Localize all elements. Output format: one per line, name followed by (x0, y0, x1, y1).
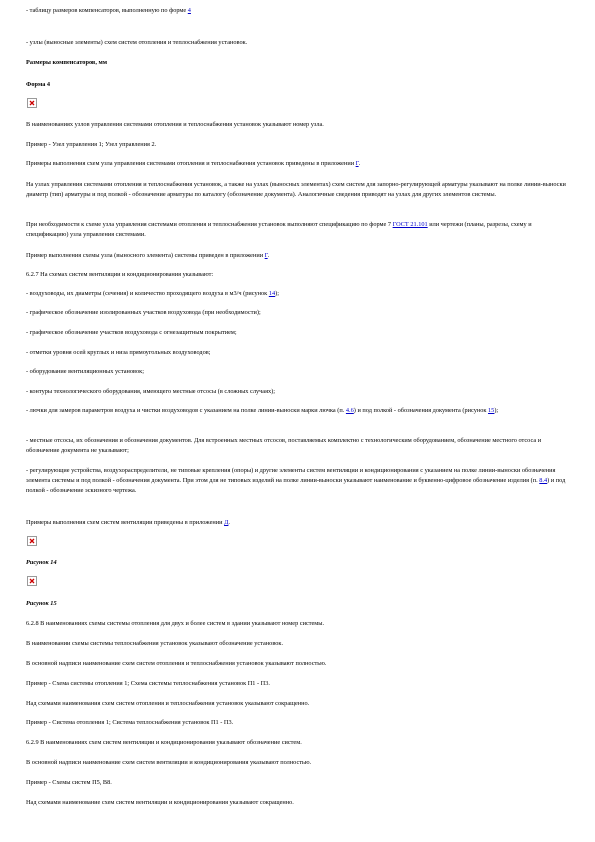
paragraph-examples-appendix: Примеры выполнения схем узла управления системами отопления и теплоснабжения установок приведены в приложении Г. (26, 160, 361, 167)
list-item-regulators: - регулирующие устройства, воздухораспределители, не типовые крепления (опоры) и другие элементы систем вентиляции и кондиционирования с указанием на полке линии-выноски обозначения элемента системы и под полкой - обозначения документа. При этом для не типовых изделий на полке линии-выноски указывают наименование и буквенно-цифровое обозначение изделия (п. 8.4) и под полкой - обозначение эскизного чертежа. (26, 467, 566, 494)
link-appendix-d[interactable]: Д (224, 519, 229, 526)
table-caption: Размеры компенсаторов, мм (26, 59, 108, 66)
section-6-2-7: 6.2.7 На схемах систем вентиляции и кондиционирования указывают: (26, 271, 214, 278)
paragraph-title-block-full: В основной надписи наименование схем систем отопления и теплоснабжения установок указывают полностью. (26, 660, 327, 667)
example-control-node: Пример - Узел управления 1; Узел управления 2. (26, 141, 157, 148)
link-section-4-6[interactable]: 4.6 (345, 407, 354, 414)
figure-14-caption: Рисунок 14 (26, 559, 57, 566)
list-item-levels: - отметки уровня осей круглых и низа прямоугольных воздуховодов; (26, 349, 211, 356)
link-form-4[interactable]: 4 (187, 7, 191, 14)
example-heating-scheme: Пример - Схема системы отопления 1; Схема системы теплоснабжения установок П1 - П3. (26, 680, 270, 687)
paragraph-nodes: - узлы (выносные элементы) схем систем отопления и теплоснабжения установок. (26, 39, 248, 46)
link-figure-15[interactable]: 15 (488, 407, 495, 414)
paragraph-ventilation-full: В основной надписи наименование схем систем вентиляции и кондиционирования указывают полностью. (26, 759, 312, 766)
link-figure-14[interactable]: 14 (268, 290, 276, 297)
link-appendix-g[interactable]: Г (355, 160, 359, 167)
paragraph-node-example: Пример выполнения схемы узла (выносного элемента) системы приведен в приложении Г. (26, 252, 270, 259)
paragraph-specification: При необходимости к схеме узла управления системами отопления и теплоснабжения установок выполняют спецификацию по форме 7 ГОСТ 21.101 или чертежи (планы, разрезы, схему и спецификацию) узла управления системами. (26, 221, 532, 238)
section-6-2-8: 6.2.8 В наименованиях схемы системы отопления для двух и более систем в здании указывают номер системы. (26, 620, 325, 627)
paragraph-compensator-table: - таблицу размеров компенсаторов, выполненную по форме 4 (26, 7, 191, 14)
example-heating-system: Пример - Система отопления 1; Система теплоснабжения установок П1 - П3. (26, 719, 234, 726)
figure-15-caption: Рисунок 15 (26, 600, 57, 607)
list-item-equipment: - оборудование вентиляционных установок; (26, 368, 144, 375)
list-item-contours: - контуры технологического оборудования, имеющего местные отсосы (в сложных случаях); (26, 388, 275, 395)
list-item-ducts: - воздуховоды, их диаметры (сечения) и количество проходящего воздуха в м3/ч (рисунок 14); (26, 290, 279, 297)
paragraph-valves: На узлах управления системами отопления и теплоснабжения установок, а также на узлах (выносных элементах) схем систем для запорно-регулирующей арматуры указывают на полке линии-выноски диаметр (тип) арматуры и под полкой - обозначение арматуры по каталогу (обозначение документа). Аналогичные сведения приводят на узлах для других элементов системы. (26, 181, 566, 198)
broken-image-icon (27, 536, 37, 546)
link-gost-21-101[interactable]: ГОСТ 21.101 (392, 221, 428, 228)
broken-image-icon (27, 98, 37, 108)
link-section-8-4[interactable]: 8.4 (539, 477, 548, 484)
broken-image-icon (27, 576, 37, 586)
example-ventilation-schemes: Пример - Схемы систем П5, В8. (26, 779, 112, 786)
paragraph-abbreviated: Над схемами наименования схем систем отопления и теплоснабжения установок указывают сокращенно. (26, 700, 310, 707)
link-appendix-g-2[interactable]: Г (264, 252, 268, 259)
paragraph-heat-supply-name: В наименовании схемы системы теплоснабжения установок указывают обозначение установок. (26, 640, 284, 647)
list-item-insulated: - графическое обозначение изолированных участков воздуховода (при необходимости); (26, 309, 261, 316)
list-item-hatches: - лючки для замеров параметров воздуха и чистки воздуховодов с указанием на полке линии-выноски марки лючка (п. 4.6) и под полкой - обозначения документа (рисунок 15); (26, 407, 499, 414)
paragraph-ventilation-examples: Примеры выполнения схем систем вентиляции приведены в приложении Д. (26, 519, 230, 526)
section-6-2-9: 6.2.9 В наименованиях схем систем вентиляции и кондиционирования указывают обозначение систем. (26, 739, 302, 746)
list-item-fireproof: - графическое обозначение участков воздуховода с огнезащитным покрытием; (26, 329, 237, 336)
list-item-local-exhausts: - местные отсосы, их обозначения и обозначения документов. Для встроенных местных отсосов, поставляемых комплектно с технологическим оборудованием, обозначение местного отсоса и обозначение документа не указывают; (26, 437, 542, 454)
paragraph-control-node-names: В наименованиях узлов управления системами отопления и теплоснабжения установок указывают номер узла. (26, 121, 324, 128)
paragraph-ventilation-abbreviated: Над схемами наименование схем систем вентиляции и кондиционирования указывают сокращенно. (26, 799, 294, 806)
form-label: Форма 4 (26, 81, 51, 88)
